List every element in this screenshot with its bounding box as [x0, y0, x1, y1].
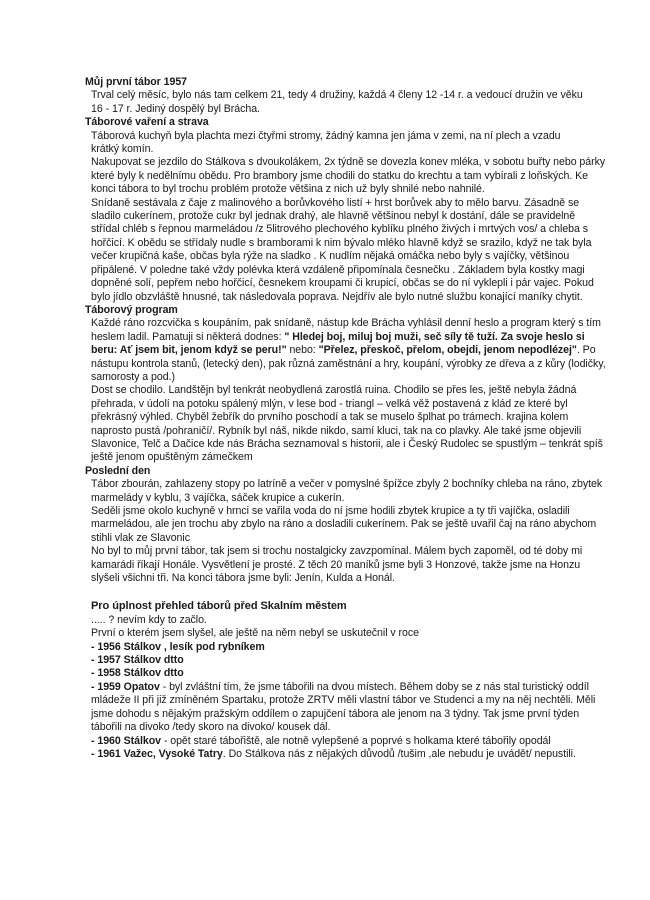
- overview-line-2: První o kterém jsem slyšel, ale ještě na něm nebyl se uskutečnil v roce: [91, 627, 419, 640]
- document-title: Můj první tábor 1957: [85, 76, 188, 88]
- cooking-paragraph-2: Nakupovat se jezdilo do Stálkova s dvoukolákem, 2x týdně se dovezla konev mléka, v sobotu buřty nebo párky které byly k nedělnímu obědu. Pro brambory jsme chodili do statku do krechtu a tam vybírali z loňských. Ke konci tábora to byl trochu problém protože většina z nich už byly shnilé nebo nahnilé.: [91, 156, 606, 196]
- camp-year-1959-text: - byl zvláštní tím, že jsme tábořili na dvou místech. Během doby se z nás stal turistický oddíl mládeže II při již zmíněném Spartaku, protože ZRTV měli vlastní tábor ve Studenci a my na něj nechtěli. Měli jsme dohodu s nějakým pražským oddílem o zapujčení tábora ale jenom na 3 týdny. Tak jsme první týden tábořili na divoko /tedy skoro na divoko/ kousek dál.: [91, 680, 596, 734]
- intro-line-2: 16 - 17 r. Jediný dospělý byl Brácha.: [91, 102, 260, 115]
- camp-year-1959-label: - 1959 Opatov: [91, 680, 160, 693]
- section-heading-program: Táborový program: [85, 303, 178, 316]
- program-text-e: . Po nástupu kontrola stanů, (letecký den), pak různá zaměstnání a hry, koupání, výrobky ze dřeva a z kůry (lodičky, samorosty a pod.): [91, 344, 606, 383]
- program-paragraph-1: [85, 317, 606, 384]
- cooking-paragraph-3: Snídaně sestávala z čaje z malinového a borůvkového listí + hrst borůvek aby to mělo barvu. Zásadně se sladilo cukerínem, protože cukr byl jednak drahý, ale hlavně většinou nebyl k dostání, dále se pravidelně střídal chléb s řepnou marmeládou /z 5litrového plechového kyblíku plného živých i mrtvých vos/ a chleba s hořčicí. K obědu se střídaly nudle s bramborami k nim bývalo mléko hlavně když se srazilo, když ne tak byla večer krupičná kaše, občas byla rýže na sladko . K nudlím nějaká omáčka nebo byly s vajíčky, většinou připálené. V poledne také vždy polévka která vzdáleně připomínala česnečku . Základem byla kostky magi dopněné solí, pepřem nebo hořčicí, česnekem kroupami či krupicí, občas se do ní vyklepli i pár vajec. Pokud bylo jídlo obzvláště hnusné, tak následovala poprava. Nejdřív ale bylo nutné službu konající maníky chytit.: [91, 196, 594, 303]
- motto-2: "Přelez, přeskoč, přelom, obejdi, jenom nepodlézej": [318, 344, 577, 357]
- motto-1: " Hledej boj, miluj boj muži, seč síly tě tuží. Za svoje heslo si beru: Ať jsem bit, jenom když se peru!": [91, 330, 585, 357]
- camp-year-1960-text: - opět staré tábořiště, ale notně vylepšené a poprvé s holkama které tábořily opodál: [160, 734, 551, 747]
- cooking-paragraph-1a: Táborová kuchyň byla plachta mezi čtyřmi stromy, žádný kamna jen jáma v zemi, na ní plech a vzadu: [91, 129, 561, 142]
- camp-year-1959: [85, 681, 606, 735]
- section-heading-last-day: Poslední den: [85, 464, 151, 477]
- camp-year-1961: [85, 748, 606, 761]
- last-day-paragraph-2: Seděli jsme okolo kuchyně v hrnci se vařila voda do ní jsme hodili zbytek krupice a ty tři vajíčka, osladili marmeládou, ale jen trochu aby zbylo na ráno a dosladili cukerínem. Pak se ještě uvařil čaj na ráno abychom stihli vlak ze Slavonic: [91, 505, 597, 544]
- overview-line-1: ..... ? nevím kdy to začlo.: [91, 613, 207, 626]
- intro-line-1: Trval celý měsíc, bylo nás tam celkem 21, tedy 4 družiny, každá 4 členy 12 -14 r. a vedoucí družin ve věku: [91, 89, 583, 102]
- cooking-paragraph-1b: krátký komín.: [91, 143, 154, 156]
- camp-year-1956: - 1956 Stálkov , lesík pod rybníkem: [91, 640, 265, 653]
- section-heading-cooking: Táborové vaření a strava: [85, 116, 209, 129]
- last-day-paragraph-3: No byl to můj první tábor, tak jsem si trochu nostalgicky zavzpomínal. Málem bych zapoměl, od té doby mi kamarádi říkají Honále. Vysvětlení je prosté. Z těch 20 maníků jsme byli 3 Honzové, takže jsme na Honzu slyšeli všichni tři. Na konci tábora jsme byli: Jenín, Kulda a Honál.: [91, 545, 583, 585]
- camp-year-1961-text: . Do Stálkova nás z nějakých důvodů /tušim ,ale nebudu je uvádět/ nepustili.: [222, 747, 576, 760]
- camp-year-1960: [85, 735, 606, 748]
- program-text-a: Každé ráno rozcvička s koupáním, pak snídaně, nástup kde Brácha vyhlásil denní heslo a program který s tím heslem ladil. Pamatuji si některá dodnes:: [91, 317, 601, 343]
- camp-year-1957: - 1957 Stálkov dtto: [91, 654, 184, 667]
- camp-year-1960-label: - 1960 Stálkov: [91, 734, 161, 747]
- program-text-c: nebo:: [286, 344, 319, 357]
- camp-year-1961-label: - 1961 Važec, Vysoké Tatry: [91, 747, 223, 760]
- section-heading-overview: Pro úplnost přehled táborů před Skalním městem: [91, 600, 347, 613]
- program-paragraph-2: Dost se chodilo. Landštějn byl tenkrát neobydlená zarostlá ruina. Chodilo se přes les, ještě nebyla žádná přehrada, v údolí na potoku spálený mlýn, v lese bod - triangl – velká věž postavená z klád ze které byl překrásný výhled. Chyběl žebřík do prvního poschodí a tak se muselo šplhat po trámech. krajina kolem naprosto pustá /pohraničí/. Rybník byl náš, nikde nikdo, samí kluci, tak na co plavky. Ale také jsme objevili Slavonice, Telč a Dačice kde nás Brácha seznamoval s historii, ale i Český Rudolec se spustlým – tenkrát spíš ještě jenom opuštěným zámečkem: [91, 384, 603, 464]
- camp-year-1958: - 1958 Stálkov dtto: [91, 667, 184, 680]
- last-day-paragraph-1: Tábor zbourán, zahlazeny stopy po latríně a večer v pomyslné špížce zbyly 2 bochníky chleba na ráno, zbytek marmelády v kyblu, 3 vajíčka, sáček krupice a cukerín.: [91, 478, 603, 504]
